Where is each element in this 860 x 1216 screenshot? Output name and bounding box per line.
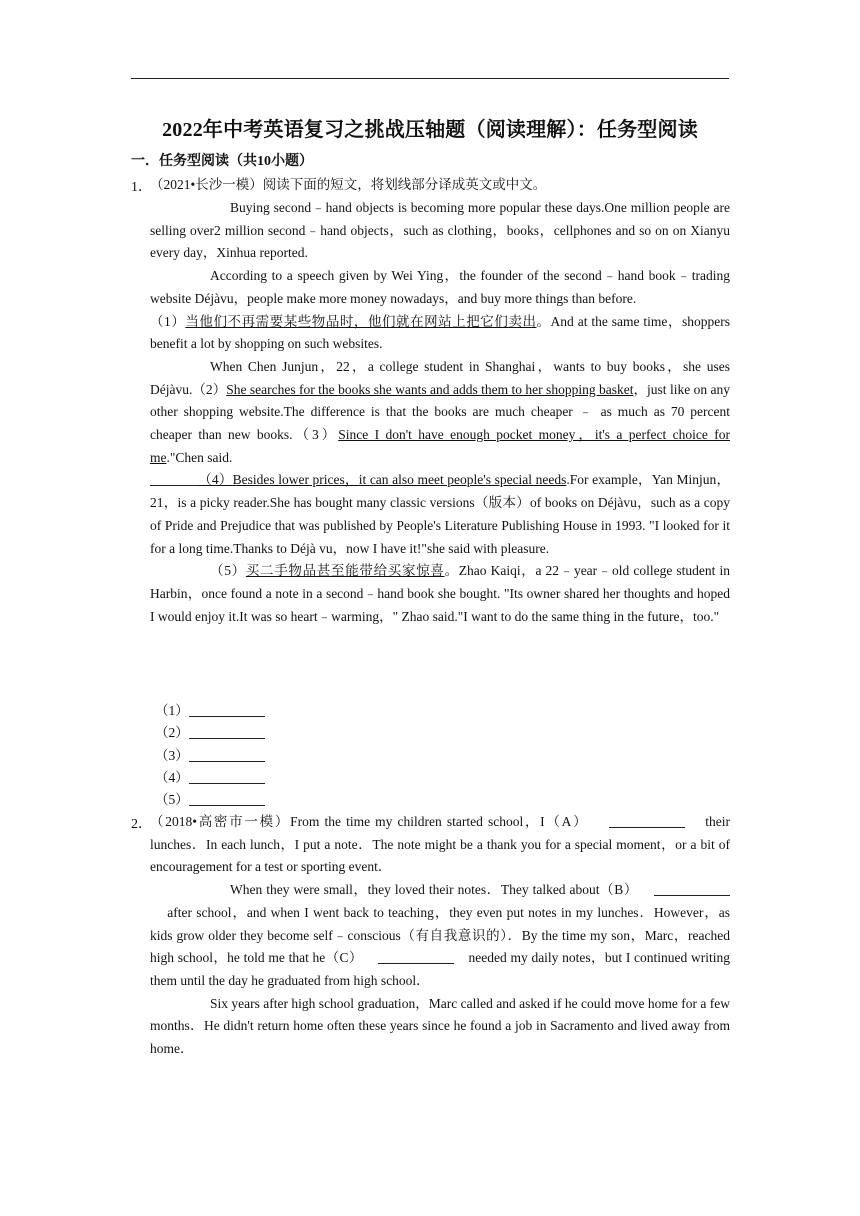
question-1-answer-lines	[155, 700, 265, 811]
q1-p2-after: 。And at the same time，shoppers benefit a lot by shopping on such websites.	[150, 313, 731, 352]
q1-underline-1: 当他们不再需要某些物品时，他们就在网站上把它们卖出	[185, 313, 537, 329]
q2-p2-a: When they were small，they loved their notes．They talked about（B）	[230, 882, 639, 898]
q1-p3-a: When Chen Junjun，22，a college student in Shanghai，wants to buy books，she uses Déjàvu.（2）	[150, 358, 730, 397]
q1-p4-rest: .For example，Yan Minjun，21，is a picky reader.She has bought many classic versions（版本）of books on Déjàvu，such as a copy of Pride and Prejudice that was published by People's Literature Publishing House in 1993. "I looked for it for a long time.Thanks to Déjà vu，now I have it!"she said with pleasure.	[150, 472, 730, 556]
q1-label-5: （5）	[210, 563, 246, 579]
q1-p5-rest: 。Zhao Kaiqi，a 22﹣year﹣old college student in Harbin，once found a note in a second﹣hand book she bought. "Its owner shared her thoughts and hoped I would enjoy it.It was so heart﹣warming，" Zhao said."I want to do the same thing in the future，too."	[150, 563, 731, 624]
answer-blank-1[interactable]	[189, 702, 265, 717]
question-1-instruction: （2021•长沙一模）阅读下面的短文，将划线部分译成英文或中文。	[150, 177, 547, 192]
answer-line[interactable]: （3）	[155, 745, 265, 767]
q1-underline-5: 买二手物品甚至能带给买家惊喜	[245, 563, 445, 579]
question-1-number: 1．	[131, 180, 152, 195]
answer-blank-3[interactable]	[189, 747, 265, 762]
answer-blank-5[interactable]	[189, 791, 265, 806]
answer-line[interactable]: （2）	[155, 722, 265, 744]
question-1-source	[150, 174, 730, 197]
answer-line[interactable]: （4）	[155, 767, 265, 789]
q2-p1-b: their lunches．In each lunch，I put a note．The note might be a thank you for a special moment，or a bit of encouragement for a test or sporting event．	[150, 814, 730, 875]
q1-underline-2: She searches for the books she wants and adds them to her shopping basket	[226, 381, 634, 397]
q1-underline-3: Since I don't have enough pocket money，it's a perfect choice for me	[150, 427, 730, 465]
q1-p2-text: According to a speech given by Wei Ying，the founder of the second﹣hand book﹣trading website Déjàvu，people make more money nowadays，and buy more things than before.	[150, 268, 730, 306]
answer-blank-4[interactable]	[189, 769, 265, 784]
section-heading: 一．任务型阅读（共10小题）	[131, 154, 313, 169]
question-1-passage	[150, 197, 730, 628]
q1-paragraph-1: Buying second﹣hand objects is becoming more popular these days.One million people are selling over2 million second﹣hand objects，such as clothing，books，cellphones and so on on Xianyu every day，Xinhua reported.	[150, 200, 730, 261]
q1-paragraph-3	[150, 356, 730, 470]
q1-paragraph-2	[150, 265, 730, 356]
q2-paragraph-3: Six years after high school graduation，Marc called and asked if he could move home for a few months．He didn't return home often these years since he found a job in Sacramento and lived away from home．	[150, 995, 730, 1057]
answer-line[interactable]: （5）	[155, 789, 265, 811]
q2-p1-a: （2018•高密市一模）From the time my children started school，I（A）	[150, 814, 589, 829]
q2-p2-b: after school，and when I went back to teaching，they even put notes in my lunches．However，as kids grow older they become self﹣conscious（有自我意识的）．By the time my son，Marc，reached high school，he told me that he（C）	[150, 904, 731, 966]
q2-paragraph-1	[150, 811, 730, 879]
question-2-passage	[150, 811, 730, 1061]
q2-blank-b[interactable]	[654, 881, 730, 896]
q2-blank-a[interactable]	[609, 813, 685, 828]
question-2-number: 2．	[131, 817, 152, 832]
answer-line[interactable]: （1）	[155, 700, 265, 722]
q1-p3-b: ，just like on any other shopping website.The difference is that the books are much cheaper ﹣ as much as 70 percent cheaper than new books.（3）	[150, 381, 730, 443]
q1-paragraph-5	[150, 560, 730, 628]
document-title: 2022年中考英语复习之挑战压轴题（阅读理解）：任务型阅读	[162, 119, 698, 141]
q2-paragraph-2	[150, 879, 730, 993]
q1-p4-leading-underline	[150, 471, 198, 486]
q1-label-1: （1）	[150, 313, 186, 329]
q1-paragraph-4	[150, 469, 730, 560]
q1-p3-c: ."Chen said.	[166, 449, 233, 465]
q1-underline-4: Besides lower prices，it can also meet people's special needs	[232, 472, 567, 488]
header-rule	[131, 78, 729, 79]
q2-p2-c: needed my daily notes，but I continued writing them until the day he graduated from high school．	[150, 950, 731, 988]
q1-label-4: （4）	[198, 472, 233, 488]
answer-blank-2[interactable]	[189, 724, 265, 739]
q2-blank-c[interactable]	[378, 949, 454, 964]
